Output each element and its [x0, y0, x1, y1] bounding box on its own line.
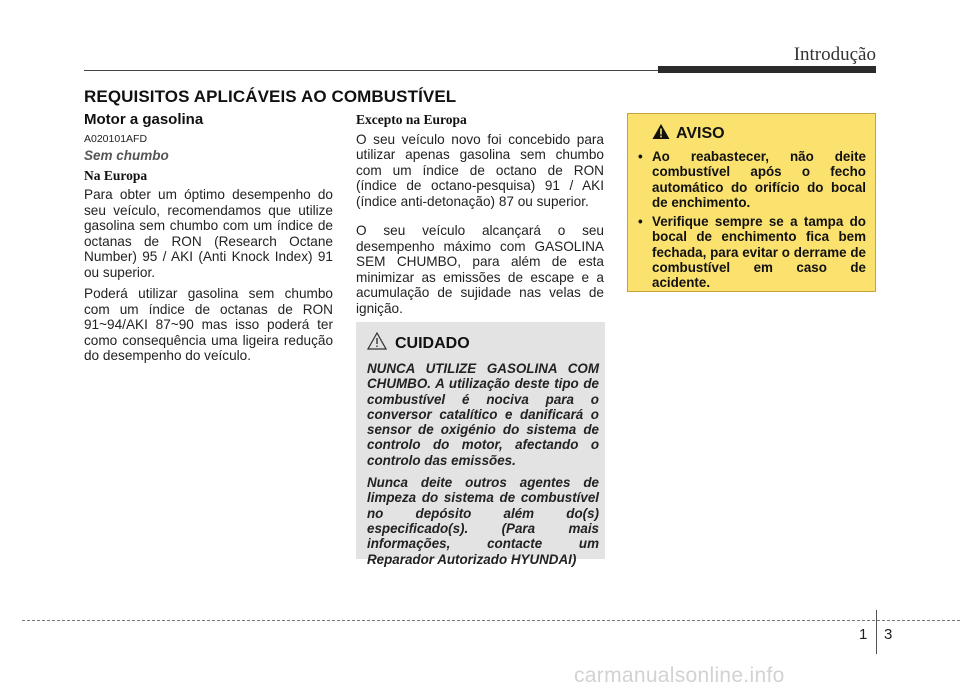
watermark: carmanualsonline.info [574, 664, 785, 687]
section-title: REQUISITOS APLICÁVEIS AO COMBUSTÍVEL [84, 87, 457, 106]
caution-paragraph-2: Nunca deite outros agentes de limpeza do sistema de combustível no depósito além do(s) especificado(s). (Para mais informações, contacte um Reparador Autorizado HYUNDAI) [367, 475, 599, 567]
warning-item: • Verifique sempre se a tampa do bocal de enchimento fica bem fechada, para evitar o derrame de combustível em caso de acidente. [638, 214, 866, 290]
header-rule [84, 70, 658, 71]
except-europe-paragraph-1: O seu veículo novo foi concebido para utilizar apenas gasolina sem chumbo com um índice de octano de RON (índice de octano-pesquisa) 91 / AKI (índice anti-detonação) 87 ou superior. [356, 131, 604, 209]
warning-box [627, 113, 876, 292]
caution-box [356, 322, 605, 567]
chapter-number: 1 [859, 626, 868, 643]
europe-paragraph-1: Para obter um óptimo desempenho do seu veículo, recomendamos que utilize gasolina sem chumbo com um índice de octanas de RON (Research Octane Number) 95 / AKI (Anti Knock Index) 91 ou superior. [84, 187, 333, 280]
caution-title: CUIDADO [395, 334, 470, 352]
warning-title: AVISO [676, 125, 725, 142]
header-bar [658, 66, 876, 73]
caution-header [367, 332, 599, 355]
caution-paragraph-1: NUNCA UTILIZE GASOLINA COM CHUMBO. A utilização deste tipo de combustível é nociva para o conversor catalítico e danificará o sensor de oxigénio do sistema de controlo do motor, afectando o controlo das emissões. [367, 361, 599, 468]
except-europe-label: Excepto na Europa [356, 112, 467, 127]
page-number: 3 [884, 626, 893, 643]
footer-divider [876, 610, 877, 654]
warning-list [638, 149, 866, 291]
engine-heading: Motor a gasolina [84, 111, 204, 128]
page-header-title: Introdução [793, 44, 876, 65]
warning-triangle-icon [652, 123, 670, 145]
footer-rule [22, 620, 960, 621]
europe-label: Na Europa [84, 167, 148, 183]
except-europe-paragraph-2: O seu veículo alcançará o seu desempenho máximo com GASOLINA SEM CHUMBO, para além de esta minimizar as emissões de escape e a acumulação de sujidade nas velas de ignição. [356, 223, 604, 316]
column-left [84, 112, 333, 370]
warning-header [652, 123, 866, 145]
caution-triangle-icon [367, 332, 387, 355]
warning-item: • Ao reabastecer, não deite combustível após o fecho automático do orifício do bocal de enchimento. [638, 149, 866, 210]
europe-paragraph-2: Poderá utilizar gasolina sem chumbo com um índice de octanas de RON 91~94/AKI 87~90 mas isso poderá ter como consequência uma ligeira redução do desempenho do veículo. [84, 286, 333, 363]
column-middle [356, 112, 604, 330]
section-code: A020101AFD [84, 132, 148, 145]
unleaded-subheading: Sem chumbo [84, 148, 169, 163]
